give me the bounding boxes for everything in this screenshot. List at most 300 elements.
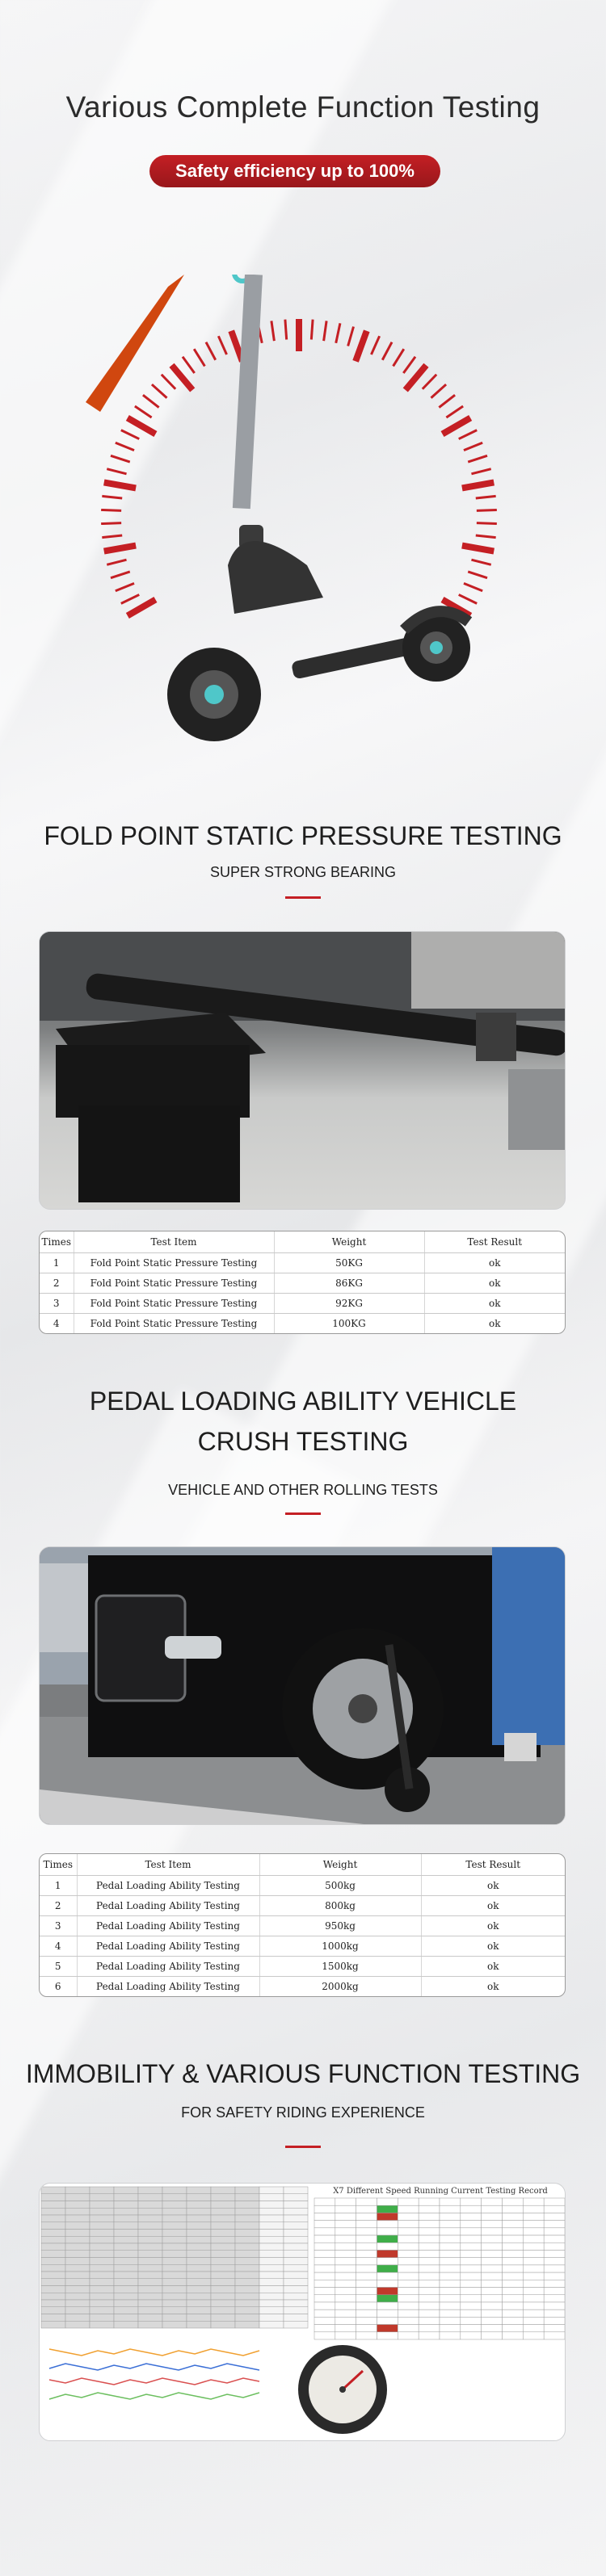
record-cell — [523, 2295, 544, 2302]
record-cell — [41, 2243, 65, 2251]
gauge-tick — [194, 349, 204, 366]
record-cell — [523, 2198, 544, 2205]
record-cell — [461, 2242, 482, 2250]
record-cell — [356, 2288, 377, 2295]
cell-result: ok — [424, 1293, 565, 1313]
record-cell — [259, 2236, 284, 2243]
record-cell — [482, 2242, 503, 2250]
record-cell — [377, 2258, 398, 2265]
record-cell — [440, 2288, 461, 2295]
record-cell — [187, 2243, 211, 2251]
gauge-tick — [393, 349, 404, 366]
record-cell — [523, 2317, 544, 2324]
record-cell — [523, 2258, 544, 2265]
gauge-tick — [102, 535, 122, 538]
cell-weight: 800kg — [259, 1895, 421, 1915]
record-cell — [259, 2264, 284, 2272]
record-cell — [259, 2314, 284, 2322]
record-cell — [187, 2321, 211, 2328]
record-cell — [314, 2295, 335, 2302]
record-cell — [314, 2221, 335, 2228]
cell-weight: 50KG — [274, 1252, 424, 1273]
record-cell — [211, 2251, 235, 2258]
record-cell — [41, 2307, 65, 2314]
record-cell — [398, 2272, 419, 2280]
cell-result: ok — [421, 1936, 565, 1956]
fold-title: FOLD POINT STATIC PRESSURE TESTING — [44, 821, 562, 850]
gauge-tick — [403, 357, 415, 373]
record-cell — [41, 2236, 65, 2243]
record-cell — [211, 2215, 235, 2222]
record-cell — [523, 2288, 544, 2295]
record-cell — [335, 2250, 356, 2257]
record-cell — [356, 2228, 377, 2235]
gauge-tick — [107, 469, 126, 474]
cell-result: ok — [487, 1980, 499, 1992]
record-cell — [503, 2213, 524, 2220]
record-cell — [544, 2258, 565, 2265]
record-cell — [398, 2198, 419, 2205]
record-cell — [284, 2201, 308, 2209]
col-weight: Weight — [274, 1231, 424, 1252]
record-cell — [398, 2302, 419, 2310]
record-cell — [335, 2213, 356, 2220]
record-cell — [162, 2307, 187, 2314]
cell-item: Fold Point Static Pressure Testing — [74, 1313, 274, 1333]
record-cell — [41, 2230, 65, 2237]
record-cell — [187, 2236, 211, 2243]
record-cell — [461, 2280, 482, 2287]
gauge-tick — [104, 482, 136, 488]
record-cell — [314, 2272, 335, 2280]
record-cell — [356, 2213, 377, 2220]
record-cell — [65, 2194, 90, 2201]
record-cell — [377, 2295, 398, 2302]
cell-weight: 100KG — [274, 1313, 424, 1333]
record-cell — [377, 2325, 398, 2332]
record-cell — [440, 2325, 461, 2332]
record-cell — [482, 2310, 503, 2317]
record-cell — [461, 2272, 482, 2280]
record-cell — [356, 2332, 377, 2339]
record-cell — [211, 2300, 235, 2307]
record-cell — [41, 2251, 65, 2258]
record-cell — [90, 2314, 114, 2322]
record-cell — [482, 2295, 503, 2302]
record-cell — [284, 2215, 308, 2222]
record-cell — [114, 2264, 138, 2272]
record-cell — [461, 2235, 482, 2242]
record-cell — [335, 2295, 356, 2302]
gauge-tick — [128, 600, 156, 616]
cell-times: 2 — [40, 1273, 74, 1293]
record-cell — [377, 2265, 398, 2272]
record-cell — [259, 2300, 284, 2307]
record-cell — [461, 2228, 482, 2235]
record-cell — [114, 2300, 138, 2307]
record-cell — [114, 2243, 138, 2251]
vehicle-crush-photo — [39, 1546, 566, 1825]
record-cell — [138, 2293, 162, 2300]
record-cell — [114, 2272, 138, 2279]
record-cell — [90, 2258, 114, 2265]
record-cell — [461, 2265, 482, 2272]
cell-item: Pedal Loading Ability Testing — [77, 1875, 259, 1895]
record-cell — [419, 2228, 440, 2235]
record-cell — [187, 2230, 211, 2237]
record-cell — [187, 2307, 211, 2314]
record-cell — [259, 2215, 284, 2222]
record-cell — [41, 2279, 65, 2286]
record-cell — [90, 2187, 114, 2194]
record-cell — [187, 2286, 211, 2293]
record-cell — [356, 2325, 377, 2332]
record-cell — [523, 2272, 544, 2280]
record-cell — [503, 2221, 524, 2228]
record-cell — [523, 2235, 544, 2242]
record-cell — [235, 2307, 259, 2314]
record-cell — [114, 2201, 138, 2209]
record-cell — [314, 2258, 335, 2265]
record-cell — [544, 2325, 565, 2332]
cell-weight: 1000kg — [259, 1936, 421, 1956]
record-cell — [523, 2332, 544, 2339]
pedal-results-table — [39, 1853, 566, 1997]
record-cell — [235, 2264, 259, 2272]
record-cell — [187, 2264, 211, 2272]
record-cell — [211, 2286, 235, 2293]
record-cell — [398, 2205, 419, 2213]
record-cell — [41, 2215, 65, 2222]
record-cell — [235, 2194, 259, 2201]
gauge-tick — [152, 384, 167, 398]
gauge-tick — [107, 560, 126, 564]
record-cell — [284, 2272, 308, 2279]
col-times: Times — [40, 1854, 77, 1875]
pedal-title-line1: PEDAL LOADING ABILITY VEHICLE — [89, 1387, 517, 1416]
record-cell — [398, 2280, 419, 2287]
record-cell — [356, 2295, 377, 2302]
record-cell — [138, 2222, 162, 2230]
record-cell — [461, 2198, 482, 2205]
record-cell — [440, 2317, 461, 2324]
cell-times: 1 — [40, 1252, 74, 1273]
gauge-tick — [382, 342, 392, 360]
record-series-line — [49, 2378, 259, 2385]
record-cell — [544, 2332, 565, 2339]
record-cell — [114, 2321, 138, 2328]
record-cell — [259, 2286, 284, 2293]
record-cell — [259, 2243, 284, 2251]
record-cell — [138, 2194, 162, 2201]
record-cell — [461, 2221, 482, 2228]
record-series-line — [49, 2393, 259, 2399]
record-cell — [482, 2228, 503, 2235]
record-cell — [544, 2288, 565, 2295]
record-cell — [138, 2314, 162, 2322]
cell-weight: 500kg — [259, 1875, 421, 1895]
record-cell — [314, 2302, 335, 2310]
record-cell — [65, 2300, 90, 2307]
record-cell — [235, 2286, 259, 2293]
record-cell — [162, 2236, 187, 2243]
record-cell — [482, 2258, 503, 2265]
immobility-divider — [285, 2146, 321, 2148]
cell-times: 5 — [40, 1956, 77, 1976]
record-cell — [259, 2307, 284, 2314]
gauge-tick — [464, 443, 482, 450]
record-cell — [259, 2201, 284, 2209]
record-cell — [482, 2288, 503, 2295]
record-cell — [503, 2272, 524, 2280]
table-row — [40, 1956, 565, 1976]
gauge-needle — [86, 275, 184, 412]
record-cell — [503, 2288, 524, 2295]
record-cell — [90, 2251, 114, 2258]
cell-times: 3 — [40, 1915, 77, 1936]
gauge-tick — [101, 523, 121, 524]
record-cell — [187, 2222, 211, 2230]
hero-title: Various Complete Function Testing — [65, 90, 541, 124]
cell-result: ok — [489, 1317, 501, 1329]
record-cell — [211, 2293, 235, 2300]
cell-weight: 86KG — [274, 1273, 424, 1293]
col-test-result: Test Result — [424, 1231, 565, 1252]
record-cell — [398, 2265, 419, 2272]
record-cell — [440, 2310, 461, 2317]
record-cell — [356, 2272, 377, 2280]
gauge-tick — [356, 331, 367, 362]
record-cell — [41, 2264, 65, 2272]
record-cell — [503, 2242, 524, 2250]
record-series-line — [49, 2349, 259, 2356]
record-cell — [482, 2213, 503, 2220]
record-cell — [503, 2325, 524, 2332]
record-cell — [440, 2280, 461, 2287]
record-cell — [523, 2221, 544, 2228]
record-cell — [544, 2280, 565, 2287]
record-cell — [114, 2194, 138, 2201]
cell-item: Pedal Loading Ability Testing — [77, 1936, 259, 1956]
record-cell — [211, 2264, 235, 2272]
record-cell — [211, 2194, 235, 2201]
table-row — [40, 1313, 565, 1333]
record-cell — [482, 2265, 503, 2272]
record-cell — [419, 2302, 440, 2310]
record-cell — [314, 2280, 335, 2287]
record-cell — [187, 2187, 211, 2194]
record-cell — [440, 2213, 461, 2220]
record-cell — [377, 2198, 398, 2205]
record-cell — [419, 2317, 440, 2324]
record-cell — [138, 2258, 162, 2265]
cell-item: Fold Point Static Pressure Testing — [74, 1252, 274, 1273]
record-cell — [90, 2230, 114, 2237]
record-cell — [187, 2272, 211, 2279]
record-cell — [461, 2295, 482, 2302]
record-cell — [162, 2208, 187, 2215]
record-cell — [114, 2236, 138, 2243]
record-cell — [284, 2208, 308, 2215]
record-cell — [440, 2295, 461, 2302]
record-cell — [356, 2205, 377, 2213]
record-cell — [398, 2325, 419, 2332]
table-row — [40, 1976, 565, 1996]
record-cell — [114, 2258, 138, 2265]
record-cell — [259, 2258, 284, 2265]
gauge-tick — [336, 323, 340, 342]
record-cell — [41, 2272, 65, 2279]
col-test-item: Test Item — [74, 1231, 274, 1252]
fold-divider — [285, 896, 321, 899]
record-cell — [398, 2288, 419, 2295]
gauge-tick — [431, 384, 446, 398]
record-cell — [377, 2205, 398, 2213]
record-cell — [482, 2250, 503, 2257]
gauge-tick — [111, 455, 130, 462]
record-cell — [211, 2314, 235, 2322]
record-cell — [335, 2242, 356, 2250]
record-cell — [138, 2307, 162, 2314]
record-cell — [356, 2258, 377, 2265]
record-cell — [187, 2215, 211, 2222]
record-cell — [162, 2187, 187, 2194]
gauge-tick — [271, 321, 274, 341]
pedal-title-line2: CRUSH TESTING — [197, 1427, 409, 1456]
table-row — [40, 1875, 565, 1895]
gauge-tick — [162, 375, 175, 389]
record-cell — [335, 2258, 356, 2265]
record-cell — [211, 2272, 235, 2279]
record-cell — [440, 2198, 461, 2205]
record-cell — [187, 2201, 211, 2209]
record-cell — [211, 2243, 235, 2251]
gauge-tick — [121, 430, 139, 439]
record-cell — [503, 2228, 524, 2235]
record-cell — [482, 2317, 503, 2324]
record-cell — [41, 2194, 65, 2201]
record-cell — [523, 2250, 544, 2257]
record-cell — [440, 2258, 461, 2265]
record-cell — [65, 2208, 90, 2215]
record-cell — [187, 2208, 211, 2215]
record-cell — [544, 2265, 565, 2272]
record-cell — [377, 2221, 398, 2228]
record-cell — [356, 2242, 377, 2250]
record-cell — [65, 2236, 90, 2243]
record-cell — [41, 2286, 65, 2293]
record-cell — [314, 2213, 335, 2220]
record-cell — [356, 2310, 377, 2317]
record-cell — [162, 2258, 187, 2265]
record-cell — [90, 2222, 114, 2230]
record-cell — [284, 2307, 308, 2314]
record-cell — [503, 2332, 524, 2339]
record-cell — [544, 2205, 565, 2213]
record-cell — [544, 2302, 565, 2310]
record-cell — [419, 2250, 440, 2257]
record-cell — [90, 2236, 114, 2243]
record-cell — [461, 2288, 482, 2295]
gauge-tick — [477, 523, 497, 524]
record-cell — [187, 2251, 211, 2258]
immobility-title: IMMOBILITY & VARIOUS FUNCTION TESTING — [25, 2059, 581, 2088]
record-cell — [398, 2317, 419, 2324]
record-cell — [377, 2228, 398, 2235]
gauge-tick — [348, 326, 354, 346]
record-cell — [235, 2230, 259, 2237]
table-row — [40, 1273, 565, 1293]
record-cell — [482, 2302, 503, 2310]
record-cell — [235, 2222, 259, 2230]
gauge-tick — [439, 395, 455, 407]
record-cell — [356, 2317, 377, 2324]
record-cell — [377, 2317, 398, 2324]
record-cell — [259, 2208, 284, 2215]
table-row — [40, 1936, 565, 1956]
record-cell — [482, 2280, 503, 2287]
record-cell — [138, 2215, 162, 2222]
record-cell — [259, 2321, 284, 2328]
safety-badge: Safety efficiency up to 100% — [149, 155, 440, 187]
cell-item: Pedal Loading Ability Testing — [77, 1956, 259, 1976]
record-cell — [419, 2280, 440, 2287]
record-cell — [335, 2288, 356, 2295]
table-row — [40, 1252, 565, 1273]
record-cell — [114, 2215, 138, 2222]
record-cell — [65, 2258, 90, 2265]
record-cell — [284, 2264, 308, 2272]
record-cell — [90, 2215, 114, 2222]
record-title: X7 Different Speed Running Current Testing Record — [333, 2187, 548, 2196]
gauge-tick — [462, 546, 494, 552]
record-cell — [235, 2321, 259, 2328]
record-cell — [284, 2236, 308, 2243]
record-cell — [284, 2258, 308, 2265]
record-cell — [187, 2314, 211, 2322]
record-cell — [114, 2279, 138, 2286]
record-cell — [65, 2314, 90, 2322]
record-cell — [503, 2265, 524, 2272]
record-cell — [523, 2280, 544, 2287]
immobility-subtitle: FOR SAFETY RIDING EXPERIENCE — [181, 2104, 425, 2121]
record-cell — [90, 2264, 114, 2272]
record-cell — [419, 2295, 440, 2302]
cell-item: Fold Point Static Pressure Testing — [74, 1273, 274, 1293]
record-cell — [259, 2230, 284, 2237]
record-cell — [114, 2286, 138, 2293]
record-cell — [398, 2235, 419, 2242]
record-cell — [65, 2307, 90, 2314]
gauge-tick — [476, 496, 496, 498]
col-test-result: Test Result — [421, 1854, 565, 1875]
record-cell — [259, 2293, 284, 2300]
record-cell — [41, 2201, 65, 2209]
record-cell — [523, 2302, 544, 2310]
record-cell — [114, 2208, 138, 2215]
record-cell — [461, 2258, 482, 2265]
record-cell — [90, 2293, 114, 2300]
fold-test-photo — [39, 931, 566, 1210]
record-cell — [90, 2307, 114, 2314]
record-cell — [440, 2221, 461, 2228]
record-cell — [65, 2264, 90, 2272]
record-cell — [162, 2251, 187, 2258]
record-cell — [377, 2288, 398, 2295]
cell-result: ok — [421, 1875, 565, 1895]
record-cell — [523, 2228, 544, 2235]
record-cell — [503, 2198, 524, 2205]
